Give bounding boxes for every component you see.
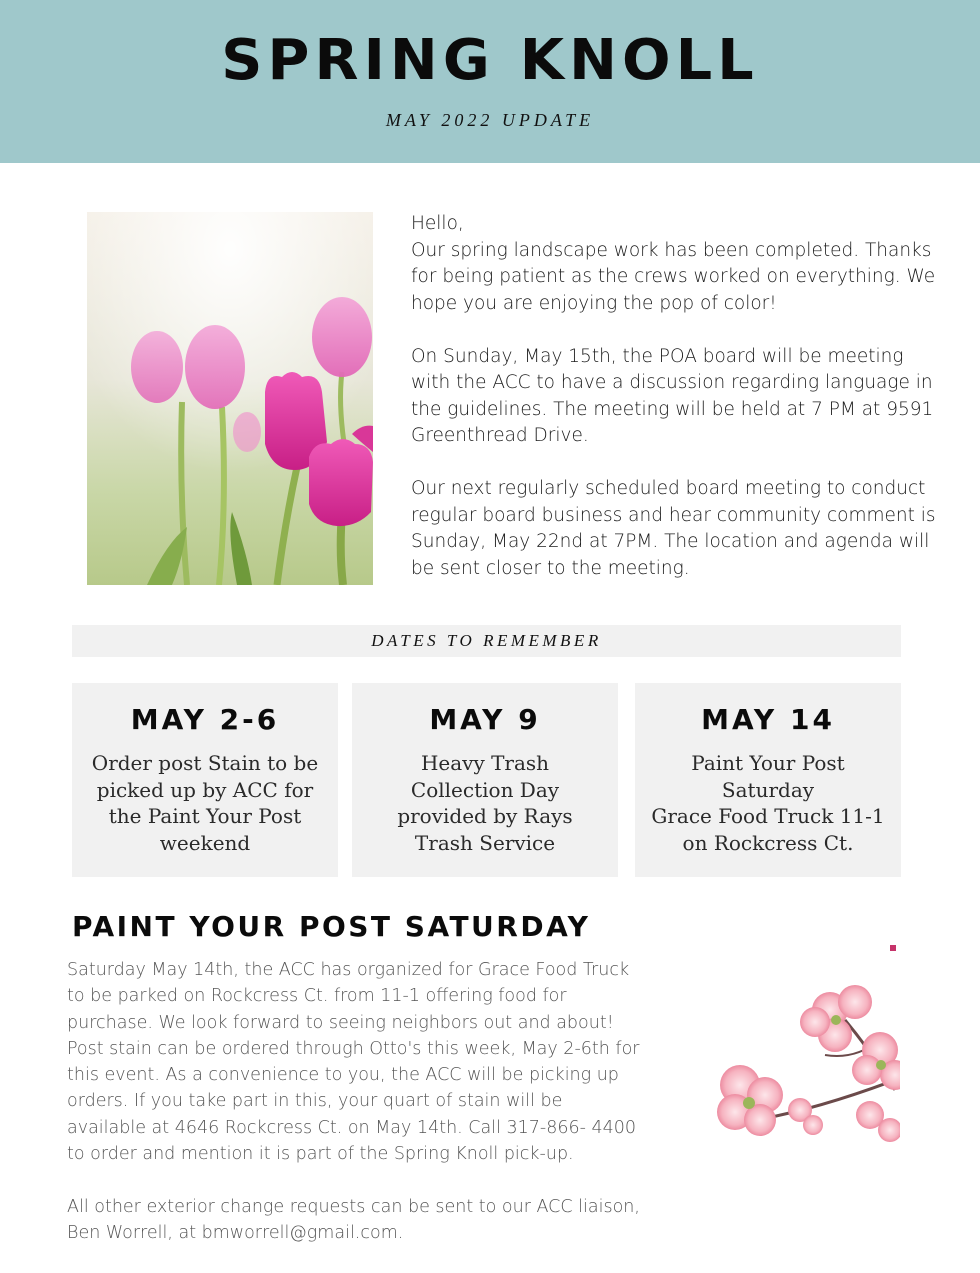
paint-your-post-heading: PAINT YOUR POST SATURDAY [72, 910, 591, 943]
paint-paragraph-2: All other exterior change requests can be sent to our ACC liaison, Ben Worrell, at bmworrell@gmail.com. [67, 1196, 640, 1243]
date-card-date: MAY 2-6 [130, 703, 280, 736]
dogwood-blossom-icon [705, 940, 900, 1155]
tulip-photo-icon [87, 212, 373, 585]
newsletter-subtitle: MAY 2022 UPDATE [385, 110, 595, 130]
paint-paragraph-1: Saturday May 14th, the ACC has organized for Grace Food Truck to be parked on Rockcress Ct. from 11-1 offering food for purchase. We look forward to seeing neighbors out and about! Post stain can be ordered through Otto's this week, May 2-6th for this event. As a convenience to you, the ACC will be picking up orders. If you take part in this, your quart of stain will be available at 4646 Rockcress Ct. on May 14th. Call 317-866- 4400 to order and mention it is part of the Spring Knoll pick-up. [67, 960, 640, 1165]
date-card-may-9 [352, 683, 618, 877]
date-card-text: Paint Your Post Saturday Grace Food Truck 11-1 on Rockcress Ct. [651, 751, 885, 855]
header-banner [0, 0, 980, 163]
intro-paragraph-2: On Sunday, May 15th, the POA board will be meeting with the ACC to have a discussion regarding language in the guidelines. The meeting will be held at 7 PM at 9591 Greenthread Drive. [411, 345, 934, 446]
intro-paragraph-3: Our next regularly scheduled board meeting to conduct regular board business and hear community comment is Sunday, May 22nd at 7PM. The location and agenda will be sent closer to the meeting. [411, 478, 936, 579]
paint-your-post-body [67, 957, 642, 1273]
date-card-may-14 [635, 683, 901, 877]
date-card-may-2-6 [72, 683, 338, 877]
intro-paragraph-1: Hello, Our spring landscape work has been completed. Thanks for being patient as the crews worked on everything. We hope you are enjoying the pop of color! [411, 213, 936, 314]
date-card-text: Heavy Trash Collection Day provided by Rays Trash Service [397, 751, 573, 855]
date-card-date: MAY 14 [701, 703, 835, 736]
newsletter-title: SPRING KNOLL [221, 28, 759, 93]
date-card-date: MAY 9 [429, 703, 541, 736]
date-card-text: Order post Stain to be picked up by ACC for the Paint Your Post weekend [91, 751, 319, 855]
dates-heading: DATES TO REMEMBER [72, 625, 901, 657]
intro-letter [411, 211, 936, 609]
